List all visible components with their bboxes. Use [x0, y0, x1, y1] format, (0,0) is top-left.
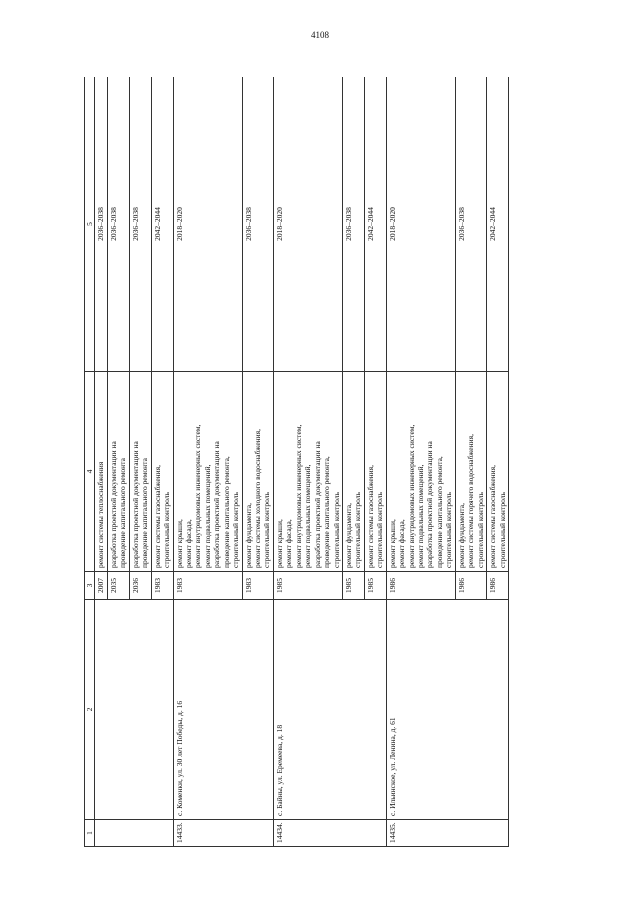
work-line: разработка проектной документации на	[425, 441, 435, 568]
work-line: ремонт фундамента,	[343, 503, 353, 568]
entry-address: с. Коменки, ул. 30 лет Победы, д. 16	[173, 600, 273, 820]
year-cell: 1985	[273, 572, 342, 600]
work-line: проведение капитального ремонта	[118, 458, 128, 568]
work-line: строительный контроль	[353, 492, 363, 568]
rotated-table-container	[84, 77, 566, 847]
period-cell: 2018–2020	[173, 77, 242, 372]
works-cell	[487, 372, 509, 572]
work-line: проведение капитального ремонта,	[322, 456, 332, 568]
period-cell: 2018–2020	[273, 77, 342, 372]
period-cell: 2036–2038	[342, 77, 364, 372]
work-line: строительный контроль	[331, 492, 341, 568]
work-line: ремонт фасада,	[397, 519, 407, 568]
column-header: 3	[85, 572, 95, 600]
period-cell: 2042–2044	[151, 77, 173, 372]
work-line: ремонт подвальных помещений,	[202, 464, 212, 568]
period-cell: 2036–2038	[455, 77, 486, 372]
works-cell	[342, 372, 364, 572]
period-cell: 2036–2038	[107, 77, 129, 372]
year-cell: 2035	[107, 572, 129, 600]
year-cell: 1983	[151, 572, 173, 600]
year-cell: 1985	[342, 572, 364, 600]
work-line: ремонт системы газоснабжения,	[488, 464, 498, 568]
period-cell: 2042–2044	[364, 77, 386, 372]
work-line: строительный контроль	[262, 492, 272, 568]
year-cell: 2036	[129, 572, 151, 600]
work-line: ремонт подвальных помещений,	[303, 464, 313, 568]
work-line: проведение капитального ремонта,	[434, 456, 444, 568]
period-cell: 2042–2044	[487, 77, 509, 372]
work-line: ремонт подвальных помещений,	[416, 464, 425, 568]
works-cell	[107, 372, 129, 572]
period-cell: 2018–2020	[386, 77, 455, 372]
work-line: ремонт системы газоснабжения,	[365, 464, 375, 568]
page-number: 4108	[311, 30, 329, 40]
work-line: строительный контроль	[375, 492, 385, 568]
works-cell	[364, 372, 386, 572]
entry-number: 14435.	[386, 820, 508, 847]
work-line: ремонт фасада,	[183, 519, 193, 568]
table-row	[273, 77, 342, 847]
works-cell	[455, 372, 486, 572]
work-line: строительный контроль	[475, 492, 485, 568]
column-header: 1	[85, 820, 95, 847]
table-row	[173, 77, 242, 847]
column-header: 2	[85, 600, 95, 820]
work-line: строительный контроль	[497, 492, 507, 568]
rotated-table-frame	[84, 77, 566, 847]
work-line: ремонт системы газоснабжения,	[152, 464, 162, 568]
work-line: ремонт фундамента,	[243, 503, 253, 568]
work-line: ремонт крыши,	[274, 519, 284, 568]
work-line: проведение капитального ремонта,	[221, 456, 231, 568]
year-cell: 1986	[455, 572, 486, 600]
work-line: разработка проектной документации на	[108, 441, 118, 568]
works-cell	[173, 372, 242, 572]
work-line: ремонт крыши,	[174, 519, 184, 568]
year-cell: 1986	[386, 572, 455, 600]
work-line: разработка проектной документации на	[212, 441, 222, 568]
year-cell: 1986	[487, 572, 509, 600]
work-line: ремонт системы теплоснабжения	[96, 461, 106, 568]
work-line: строительный контроль	[162, 492, 172, 568]
work-line: ремонт фундамента,	[456, 503, 466, 568]
table-row	[95, 77, 107, 847]
column-header-row	[85, 77, 95, 847]
entry-address: с. Ильинское, ул. Ленина, д. 61	[386, 600, 508, 820]
year-cell: 2007	[95, 572, 107, 600]
entry-address: с. Байны, ул. Еремеева, д. 18	[273, 600, 386, 820]
works-cell	[151, 372, 173, 572]
table-body	[95, 77, 509, 847]
period-cell: 2036–2038	[95, 77, 107, 372]
entry-number	[95, 820, 173, 847]
work-line: ремонт фасада,	[284, 519, 294, 568]
entry-number: 14434.	[273, 820, 386, 847]
work-line: разработка проектной документации на	[130, 441, 140, 568]
work-line: ремонт системы горячего водоснабжения,	[466, 434, 476, 568]
work-line: строительный контроль	[231, 492, 241, 568]
entry-address	[95, 600, 173, 820]
period-cell: 2036–2038	[129, 77, 151, 372]
work-line: ремонт внутридомовых инженерных систем,	[406, 424, 416, 568]
work-line: строительный контроль	[444, 492, 454, 568]
work-line: ремонт крыши,	[387, 519, 397, 568]
work-line: разработка проектной документации на	[312, 441, 322, 568]
year-cell: 1985	[364, 572, 386, 600]
year-cell: 1983	[242, 572, 273, 600]
period-cell: 2036–2038	[242, 77, 273, 372]
work-line: ремонт внутридомовых инженерных систем,	[293, 424, 303, 568]
column-header: 4	[85, 372, 95, 572]
entry-number: 14433.	[173, 820, 273, 847]
works-cell	[386, 372, 455, 572]
works-cell	[95, 372, 107, 572]
work-line: ремонт внутридомовых инженерных систем,	[193, 424, 203, 568]
works-cell	[273, 372, 342, 572]
column-header: 5	[85, 77, 95, 372]
work-line: проведение капитального ремонта	[140, 458, 150, 568]
works-cell	[129, 372, 151, 572]
table-row	[386, 77, 455, 847]
repair-schedule-table	[84, 77, 509, 847]
works-cell	[242, 372, 273, 572]
work-line: ремонт системы холодного водоснабжения,	[253, 428, 262, 568]
year-cell: 1983	[173, 572, 242, 600]
